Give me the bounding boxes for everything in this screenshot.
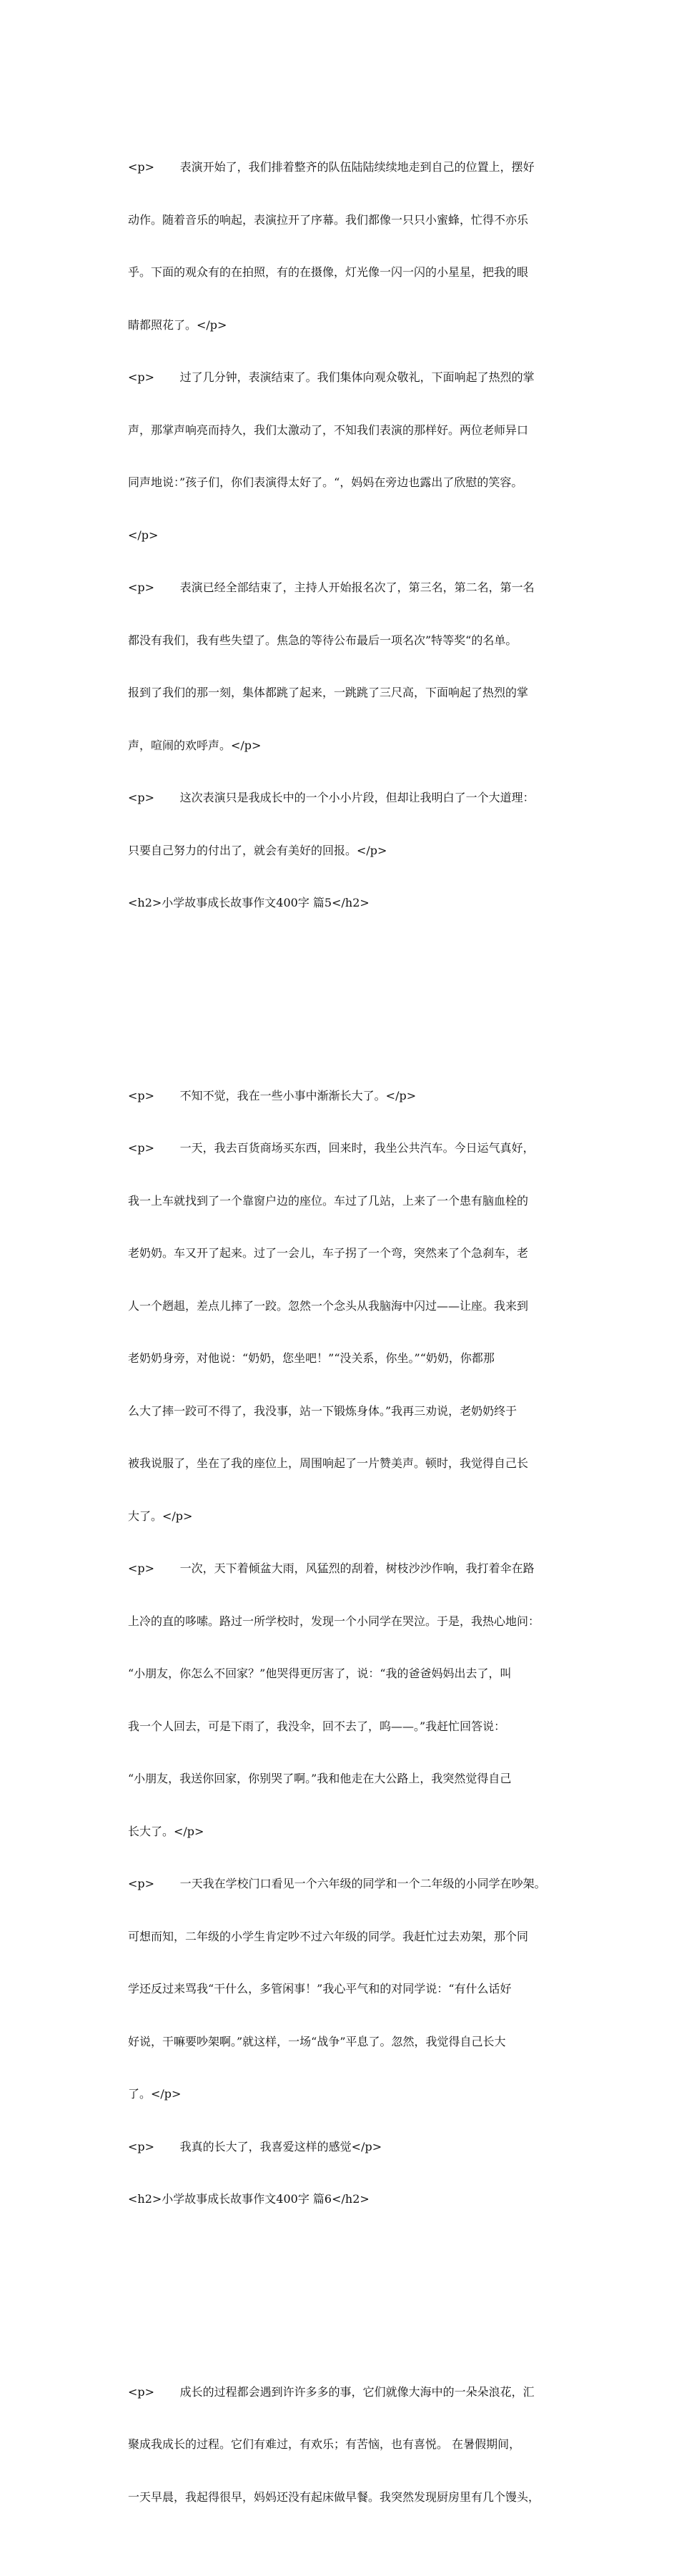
text-line: 我一上车就找到了一个靠窗户边的座位。车过了几站，上来了一个患有脑血栓的 xyxy=(128,1193,529,1208)
text-line: <p> 成长的过程都会遇到许许多多的事，它们就像大海中的一朵朵浪花，汇 xyxy=(128,2384,535,2399)
text-line: 聚成我成长的过程。它们有难过，有欢乐；有苦恼，也有喜悦。 在暑假期间， xyxy=(128,2437,521,2451)
text-line: 么大了摔一跤可不得了，我没事，站一下锻炼身体。”我再三劝说，老奶奶终于 xyxy=(128,1403,517,1418)
text-line: 同声地说：”孩子们，你们表演得太好了。“，妈妈在旁边也露出了欣慰的笑容。 xyxy=(128,475,523,489)
text-line: 长大了。</p> xyxy=(128,1824,204,1838)
text-line: 我一个人回去，可是下雨了，我没伞，回不去了，呜——。”我赶忙回答说： xyxy=(128,1719,506,1733)
text-line: 动作。随着音乐的响起，表演拉开了序幕。我们都像一只只小蜜蜂，忙得不亦乐 xyxy=(128,212,529,227)
text-line: <p> 表演已经全部结束了，主持人开始报名次了，第三名，第二名，第一名 xyxy=(128,581,535,594)
section-b xyxy=(128,1052,557,2244)
section-a xyxy=(128,124,557,947)
text-line: 报到了我们的那一刻，集体都跳了起来，一跳跳了三尺高，下面响起了热烈的掌 xyxy=(128,686,529,699)
section-heading: <h2>小学故事成长故事作文400字 篇5</h2> xyxy=(128,896,370,909)
text-line: 只要自己努力的付出了，就会有美好的回报。</p> xyxy=(128,843,387,857)
section-gap xyxy=(128,982,557,1017)
text-line: 老奶奶身旁，对他说：“奶奶，您坐吧！”“没关系，你坐。”“奶奶，你都那 xyxy=(128,1351,495,1365)
text-line: 睛都照花了。</p> xyxy=(128,317,227,332)
text-line: 可想而知，二年级的小学生肯定吵不过六年级的同学。我赶忙过去劝架，那个同 xyxy=(128,1929,529,1943)
text-line: <p> 过了几分钟，表演结束了。我们集体向观众敬礼，下面响起了热烈的掌 xyxy=(128,370,535,384)
text-line: <p> 一天我在学校门口看见一个六年级的同学和一个二年级的小同学在吵架。 xyxy=(128,1877,546,1890)
text-line: 上冷的直的哆嗦。路过一所学校时，发现一个小同学在哭泣。于是，我热心地问： xyxy=(128,1614,540,1628)
text-line: <p> 表演开始了，我们排着整齐的队伍陆陆续续地走到自己的位置上，摆好 xyxy=(128,160,535,174)
section-heading: <h2>小学故事成长故事作文400字 篇6</h2> xyxy=(128,2192,370,2206)
text-line: 了。</p> xyxy=(128,2087,182,2101)
text-line: 老奶奶。车又开了起来。过了一会儿，车子拐了一个弯，突然来了个急刹车，老 xyxy=(128,1246,529,1260)
text-line: 好说，干嘛要吵架啊。”就这样，一场“战争”平息了。忽然，我觉得自己长大 xyxy=(128,2034,506,2048)
text-line: 乎。下面的观众有的在拍照，有的在摄像，灯光像一闪一闪的小星星，把我的眼 xyxy=(128,265,529,279)
text-line: 一天早晨，我起得很早，妈妈还没有起床做早餐。我突然发现厨房里有几个馒头， xyxy=(128,2489,540,2504)
text-line: “小朋友，我送你回家，你别哭了啊。”我和他走在大公路上，我突然觉得自己 xyxy=(128,1772,512,1785)
text-line: 都没有我们，我有些失望了。焦急的等待公布最后一项名次”特等奖“的名单。 xyxy=(128,633,517,647)
text-line: <p> 一天，我去百货商场买东西，回来时，我坐公共汽车。今日运气真好， xyxy=(128,1141,535,1155)
text-line: “小朋友，你怎么不回家？”他哭得更厉害了，说：“我的爸爸妈妈出去了，叫 xyxy=(128,1667,512,1680)
section-c xyxy=(128,2349,557,2542)
text-line: 被我说服了，坐在了我的座位上，周围响起了一片赞美声。顿时，我觉得自己长 xyxy=(128,1456,529,1470)
section-gap xyxy=(128,2279,557,2314)
text-line: </p> xyxy=(128,528,159,542)
text-line: 声，那掌声响亮而持久，我们太激动了，不知我们表演的那样好。两位老师异口 xyxy=(128,423,529,437)
text-line: 声，喧闹的欢呼声。</p> xyxy=(128,738,262,752)
text-line: <p> 一次，天下着倾盆大雨，风猛烈的刮着，树枝沙沙作响，我打着伞在路 xyxy=(128,1561,535,1575)
text-line: <p> 不知不觉，我在一些小事中渐渐长大了。</p> xyxy=(128,1088,417,1102)
text-line: <p> 这次表演只是我成长中的一个小小片段，但却让我明白了一个大道理： xyxy=(128,791,535,804)
text-line: 人一个趔趄，差点儿摔了一跤。忽然一个念头从我脑海中闪过——让座。我来到 xyxy=(128,1298,529,1313)
text-line: 学还反过来骂我“干什么，多管闲事！”我心平气和的对同学说：“有什么话好 xyxy=(128,1982,512,1995)
text-line: <p> 我真的长大了，我喜爱这样的感觉</p> xyxy=(128,2139,382,2153)
text-line: 大了。</p> xyxy=(128,1509,193,1523)
document-body xyxy=(128,89,557,2576)
